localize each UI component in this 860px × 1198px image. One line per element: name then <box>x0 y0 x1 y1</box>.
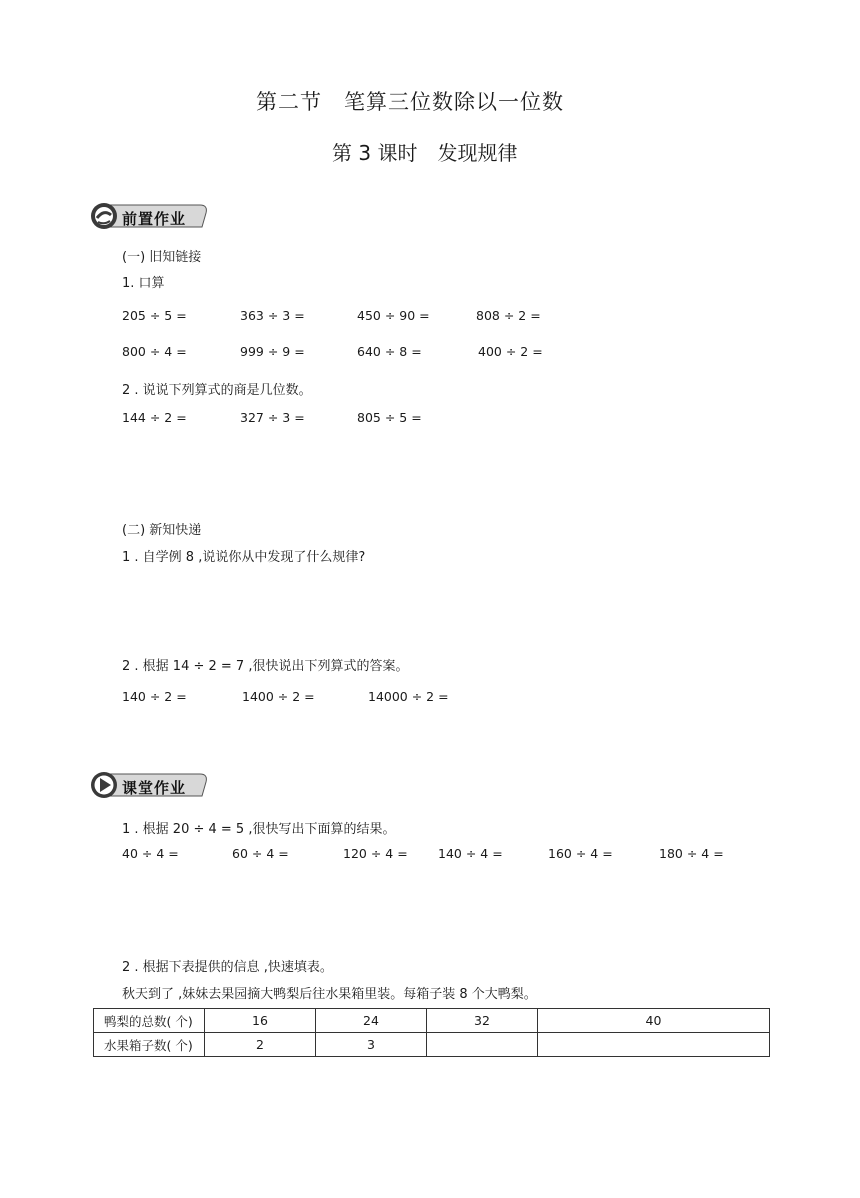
part1-question-2: 2 . 说说下列算式的商是几位数。 <box>122 383 312 398</box>
table-cell: 32 <box>427 1009 538 1033</box>
table-cell-blank[interactable] <box>538 1033 770 1057</box>
equation: 140 ÷ 2 = <box>122 689 187 704</box>
class-question-1: 1 . 根据 20 ÷ 4 = 5 ,很快写出下面算的结果。 <box>122 822 396 837</box>
table-row <box>94 1009 770 1033</box>
table-cell: 3 <box>316 1033 427 1057</box>
table-cell: 24 <box>316 1009 427 1033</box>
equation: 160 ÷ 4 = <box>548 846 613 861</box>
lesson-title: 第 3 课时 发现规律 <box>332 141 518 165</box>
page-title: 第二节 笔算三位数除以一位数 <box>256 90 564 114</box>
equation: 800 ÷ 4 = <box>122 344 187 359</box>
pre-homework-badge <box>90 201 210 231</box>
part2-question-1: 1 . 自学例 8 ,说说你从中发现了什么规律? <box>122 550 366 565</box>
table-cell: 40 <box>538 1009 770 1033</box>
equation: 999 ÷ 9 = <box>240 344 305 359</box>
pear-table <box>93 1008 770 1057</box>
table-cell-head: 水果箱子数( 个) <box>94 1033 205 1057</box>
equation: 808 ÷ 2 = <box>476 308 541 323</box>
equation: 140 ÷ 4 = <box>438 846 503 861</box>
pre-homework-label: 前置作业 <box>122 210 187 228</box>
part2-question-2: 2 . 根据 14 ÷ 2 = 7 ,很快说出下列算式的答案。 <box>122 659 409 674</box>
equation: 60 ÷ 4 = <box>232 846 289 861</box>
class-work-badge <box>90 770 210 800</box>
table-cell-blank[interactable] <box>427 1033 538 1057</box>
part1-question-1: 1. 口算 <box>122 276 165 291</box>
equation: 205 ÷ 5 = <box>122 308 187 323</box>
table-cell: 16 <box>205 1009 316 1033</box>
class-work-label: 课堂作业 <box>122 779 187 797</box>
equation: 363 ÷ 3 = <box>240 308 305 323</box>
part1-heading: (一) 旧知链接 <box>122 250 202 265</box>
equation: 805 ÷ 5 = <box>357 410 422 425</box>
equation: 1400 ÷ 2 = <box>242 689 315 704</box>
class-intro: 秋天到了 ,妹妹去果园摘大鸭梨后往水果箱里装。每箱子装 8 个大鸭梨。 <box>122 987 537 1002</box>
equation: 400 ÷ 2 = <box>478 344 543 359</box>
table-row <box>94 1033 770 1057</box>
class-question-2: 2 . 根据下表提供的信息 ,快速填表。 <box>122 960 333 975</box>
part2-heading: (二) 新知快递 <box>122 523 202 538</box>
table-cell-head: 鸭梨的总数( 个) <box>94 1009 205 1033</box>
equation: 640 ÷ 8 = <box>357 344 422 359</box>
table-cell: 2 <box>205 1033 316 1057</box>
equation: 144 ÷ 2 = <box>122 410 187 425</box>
equation: 120 ÷ 4 = <box>343 846 408 861</box>
equation: 450 ÷ 90 = <box>357 308 430 323</box>
equation: 40 ÷ 4 = <box>122 846 179 861</box>
equation: 14000 ÷ 2 = <box>368 689 449 704</box>
equation: 327 ÷ 3 = <box>240 410 305 425</box>
equation: 180 ÷ 4 = <box>659 846 724 861</box>
